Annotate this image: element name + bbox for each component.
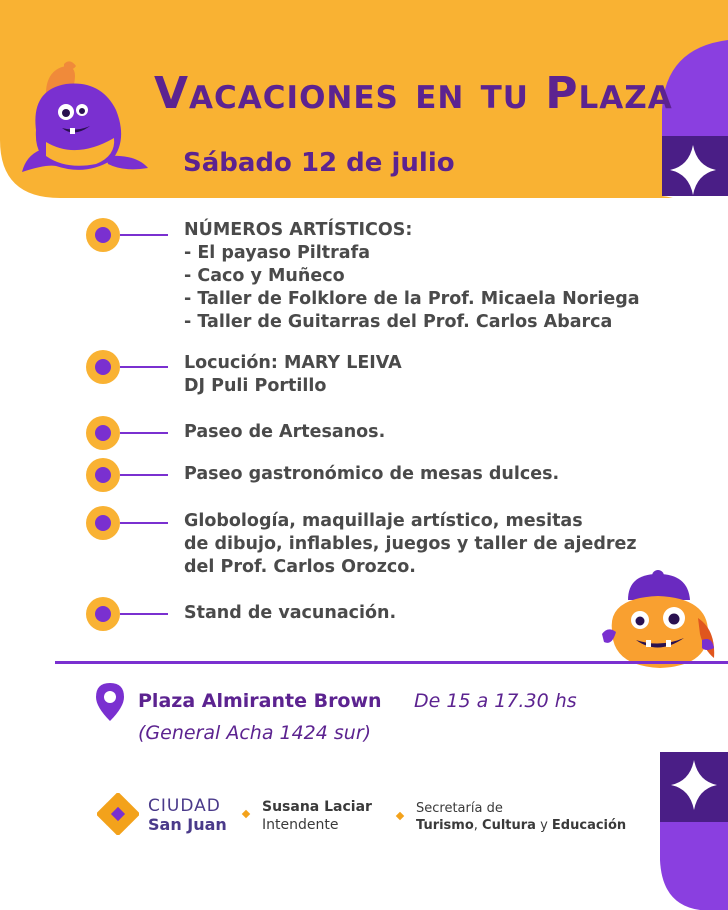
bullet-icon xyxy=(86,458,120,492)
secretariat-line1: Secretaría de xyxy=(416,801,503,816)
mayor-name: Susana Laciar xyxy=(262,799,372,815)
page-title: Vacaciones en tu Plaza xyxy=(154,68,673,119)
bullet-icon xyxy=(86,416,120,450)
city-name-line1: CIUDAD xyxy=(148,796,221,816)
location-pin-icon xyxy=(94,681,126,723)
bullet-icon xyxy=(86,597,120,631)
city-name-line2: San Juan xyxy=(148,815,227,834)
item-text: NÚMEROS ARTÍSTICOS: - El payaso Piltrafa - Caco y Muñeco - Taller de Folklore de la Prof. Micaela Noriega - Taller de Guitarras del Prof. Carlos Abarca xyxy=(184,220,640,332)
item-text: Paseo gastronómico de mesas dulces. xyxy=(184,464,560,484)
connector-line xyxy=(120,432,168,434)
location-address: (General Acha 1424 sur) xyxy=(138,722,372,744)
connector-line xyxy=(120,474,168,476)
mayor-title: Intendente xyxy=(262,817,339,833)
connector-line xyxy=(120,366,168,368)
bullet-icon xyxy=(86,350,120,384)
location-name: Plaza Almirante Brown xyxy=(138,690,382,712)
secretariat-line2: Turismo, Cultura y Educación xyxy=(416,818,627,833)
item-text: Locución: MARY LEIVA DJ Puli Portillo xyxy=(184,353,402,396)
event-date: Sábado 12 de julio xyxy=(183,148,455,178)
connector-line xyxy=(120,522,168,524)
event-hours: De 15 a 17.30 hs xyxy=(414,690,577,712)
bullet-icon xyxy=(86,218,120,252)
connector-line xyxy=(120,613,168,615)
bullet-icon xyxy=(86,506,120,540)
purple-monster-illustration xyxy=(16,60,156,190)
connector-line xyxy=(120,234,168,236)
divider xyxy=(55,661,728,664)
item-text: Stand de vacunación. xyxy=(184,603,397,623)
item-text: Globología, maquillaje artístico, mesitas de dibujo, inflables, juegos y taller de ajedrez del Prof. Carlos Orozco. xyxy=(184,511,637,577)
item-text: Paseo de Artesanos. xyxy=(184,422,386,442)
ciudad-logo-icon xyxy=(97,793,139,835)
